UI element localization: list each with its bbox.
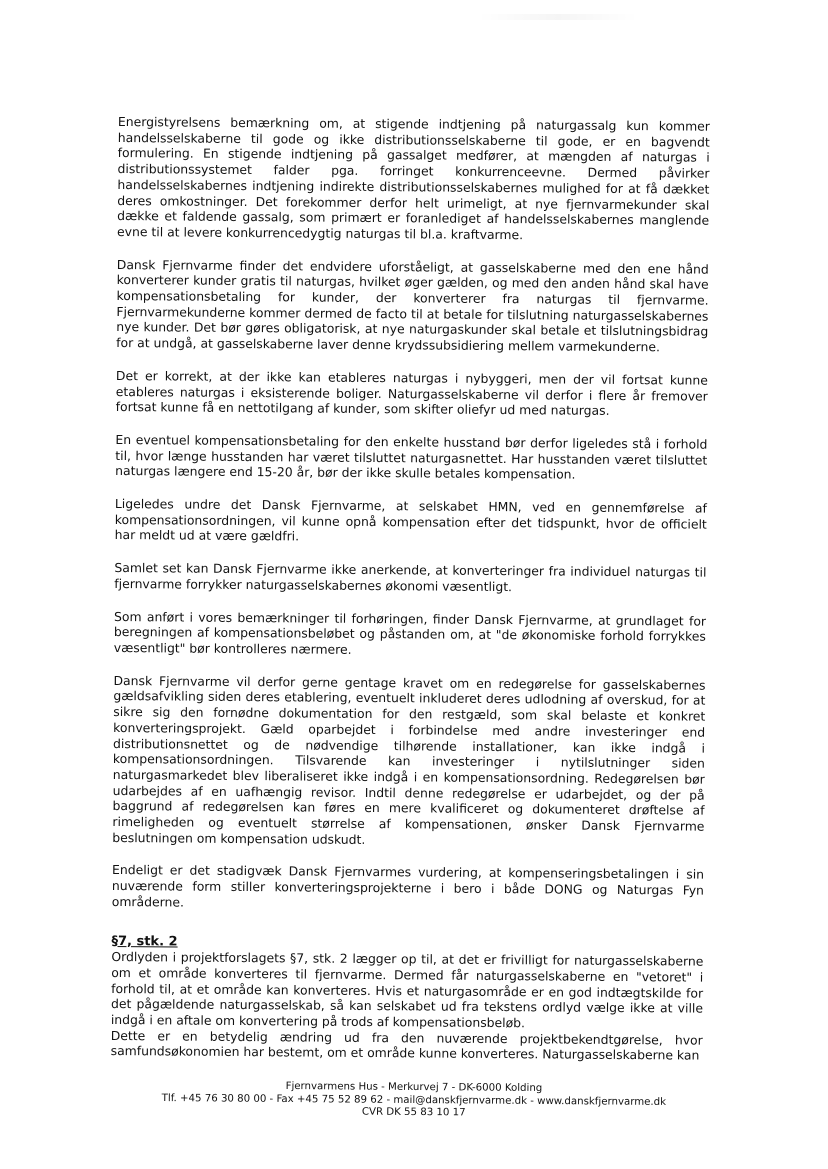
section-heading: §7, stk. 2 [111,933,178,950]
paragraph-4: En eventuel kompensationsbetaling for den enkelte husstand bør derfor ligeledes stå i forhold til, hvor længe husstanden har været tilsluttet naturgasnettet. Har husstanden været tilsluttet naturgas længere end 15-20 år, bør der ikke skulle betales kompensation. [115,431,708,482]
paragraph-2: Dansk Fjernvarme finder det endvidere uforståeligt, at gasselskaberne med den ene hånd konverterer kunder gratis til naturgas, hvilket øger gælden, og med den anden hånd skal have kompensationsbetaling for kunder, der konverterer fra naturgas til fjernvarme. Fjernvarmekunderne kommer dermed de facto til at betale for tilslutning naturgasselskabernes nye kunder. Det bør gøres obligatorisk, at nye naturgaskunder skal betale et tilslutningsbidrag for at undgå, at gasselskaberne laver denne krydssubsidiering mellem varmekunderne. [116,256,709,355]
paragraph-7: Som anført i vores bemærkninger til forhøringen, finder Dansk Fjernvarme, at grundlaget for beregningen af kompensationsbeløbet og påstanden om, at "de økonomiske forhold forrykkes væsentligt" bør kontrolleres nærmere. [113,608,707,657]
document-body [111,114,710,1064]
paragraph-1: Energistyrelsens bemærkning om, at stigende indtjening på naturgassalg kun kommer handelsselskaberne til gode og ikke distributionsselskaberne til gode, er en bagvendt formulering. En stigende indtjening på gassalget medfører, at mængden af naturgas i distributionssystemet falder pga. forringet konkurrenceevne. Dermed påvirker handelsselskabernes indtjening indirekte distributionsselskabernes mulighed for at få dækket deres omkostninger. Det forekommer derfor helt urimeligt, at nye fjernvarmekunder skal dække et faldende gassalg, som primært er foranlediget af handelsselskabernes manglende evne til at levere konkurrencedygtig naturgas til bl.a. kraftvarme. [117,114,710,243]
footer-contact: Tlf. +45 76 30 80 00 - Fax +45 75 52 89 62 - mail@danskfjernvarme.dk - www.danskfjernvarme.dk [161,1092,667,1108]
paragraph-9: Endeligt er det stadigvæk Dansk Fjernvarmes vurdering, at kompenseringsbetalingen i sin nuværende form stiller konverteringsprojekterne i bero i både DONG og Naturgas Fyn områderne. [111,862,705,910]
paragraph-5: Ligeledes undre det Dansk Fjernvarme, at selskabet HMN, ved en gennemførelse af kompensationsordningen, vil kunne opnå kompensation efter det tidspunkt, hvor de officielt har meldt ud at være gældfri. [114,496,707,544]
paragraph-3: Det er korrekt, at der ikke kan etableres naturgas i nybyggeri, men der vil fortsat kunne etableres naturgas i eksisterende boliger. Naturgasselskaberne vil derfor i flere år fremover fortsat kunne få en nettotilgang af kunder, som skifter oliefyr ud med naturgas. [115,367,708,419]
paragraph-8: Dansk Fjernvarme vil derfor gerne gentage kravet om en redegørelse for gasselskabernes gældsafvikling siden deres etablering, eventuelt inkluderet deres udlodning af overskud, for at sikre sig den fornødne dokumentation for den restgæld, som skal belaste et konkret konverteringsprojekt. Gæld oparbejdet i forbindelse med andre investeringer end distributionsnettet og de nødvendige tilhørende installationer, kan ikke indgå i kompensationsordningen. Tilsvarende kan investeringer i nytilslutninger siden naturgasmarkedet blev liberaliseret ikke indgå i en kompensationsordning. Redegørelsen bør udarbejdes af en uafhængig revisor. Indtil denne redegørelse er udarbejdet, og der på baggrund af redegørelsen kan føres en mere kvalificeret og dokumenteret drøftelse af rimeligheden og eventuelt størrelse af kompensationen, ønsker Dansk Fjernvarme beslutningen om kompensation udskudt. [112,672,706,847]
section-continuation: Dette er en betydelig ændring ud fra den nuværende projektbekendtgørelse, hvor samfundsøkonomien har bestemt, om et område kunne konverteres. Naturgasselskaberne kan [110,1027,703,1064]
footer-address: Fjernvarmens Hus - Merkurvej 7 - DK-6000 Kolding [285,1080,543,1095]
scan-smudge [478,14,638,20]
section-paragraph: Ordlyden i projektforslagets §7, stk. 2 lægger op til, at det er frivilligt for naturgasselskaberne om et område konverteres til fjernvarme. Dermed får naturgasselskaberne en "vetoret" i forhold til, at et område kan konverteres. Hvis et naturgasområde er en god indtægtskilde for det pågældende naturgasselskab, så kan selskabet ud fra tekstens ordlyd vælge ikke at ville indgå i en aftale om konvertering på trods af kompensationsbeløb. [110,949,704,1031]
paragraph-6: Samlet set kan Dansk Fjernvarme ikke anerkende, at konverteringer fra individuel naturgas til fjernvarme forrykker naturgasselskabernes økonomi væsentligt. [114,560,707,594]
footer-cvr: CVR DK 55 83 10 17 [361,1106,466,1119]
page-footer [118,1080,710,1122]
